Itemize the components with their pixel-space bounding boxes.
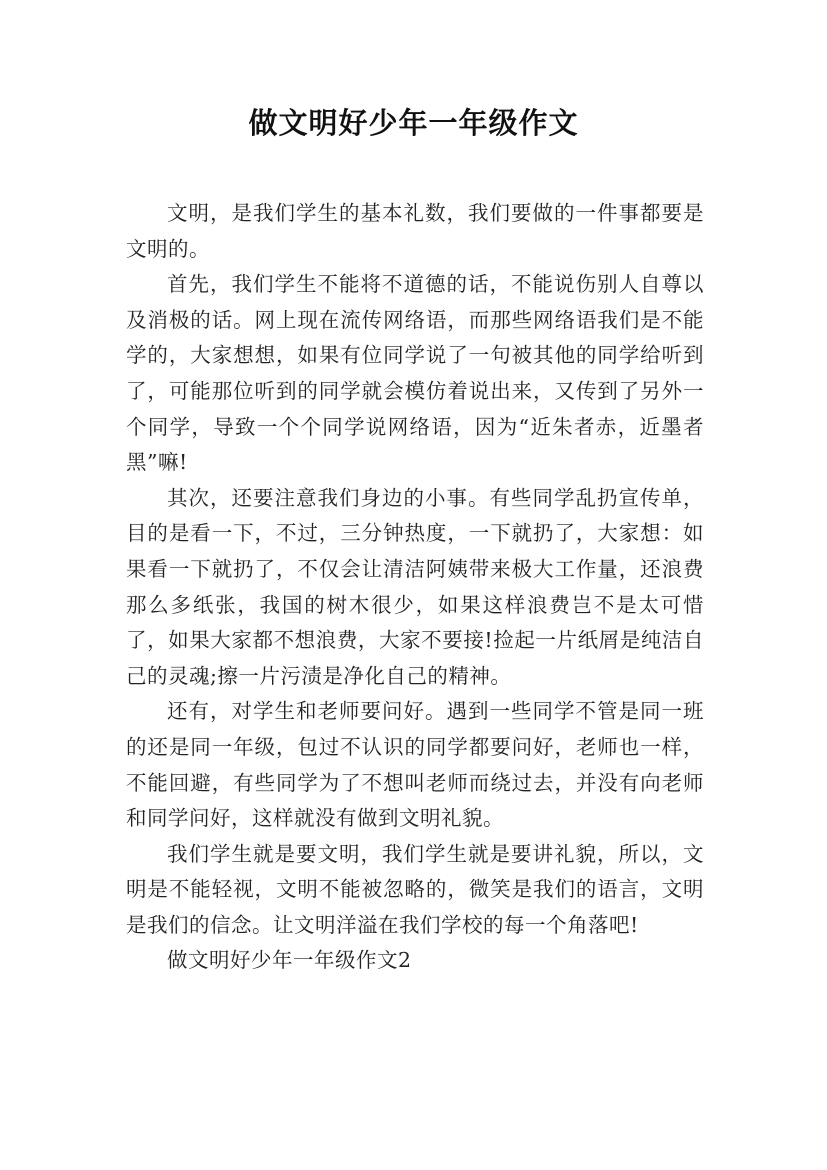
document-body <box>126 196 704 979</box>
paragraph-4: 还有，对学生和老师要问好。遇到一些同学不管是同一班的还是同一年级，包过不认识的同学都要问好，老师也一样，不能回避，有些同学为了不想叫老师而绕过去，并没有向老师和同学问好，这样就没有做到文明礼貌。 <box>126 699 704 831</box>
section-heading-2: 做文明好少年一年级作文2 <box>167 948 412 973</box>
paragraph-1: 文明，是我们学生的基本礼数，我们要做的一件事都要是文明的。 <box>126 201 704 261</box>
paragraph-5: 我们学生就是要文明，我们学生就是要讲礼貌，所以，文明是不能轻视，文明不能被忽略的，微笑是我们的语言，文明是我们的信念。让文明洋溢在我们学校的每一个角落吧! <box>126 841 704 937</box>
paragraph-2: 首先，我们学生不能将不道德的话，不能说伤别人自尊以及消极的话。网上现在流传网络语，而那些网络语我们是不能学的，大家想想，如果有位同学说了一句被其他的同学给听到了，可能那位听到的同学就会模仿着说出来，又传到了另外一个同学，导致一个个同学说网络语，因为“近朱者赤，近墨者黑”嘛! <box>126 272 704 475</box>
document-title: 做文明好少年一年级作文 <box>248 106 579 140</box>
paragraph-3: 其次，还要注意我们身边的小事。有些同学乱扔宣传单，目的是看一下，不过，三分钟热度，一下就扔了，大家想：如果看一下就扔了，不仅会让清洁阿姨带来极大工作量，还浪费那么多纸张，我国的树木很少，如果这样浪费岂不是太可惜了，如果大家都不想浪费，大家不要接!捡起一片纸屑是纯洁自己的灵魂;擦一片污渍是净化自己的精神。 <box>126 485 704 688</box>
